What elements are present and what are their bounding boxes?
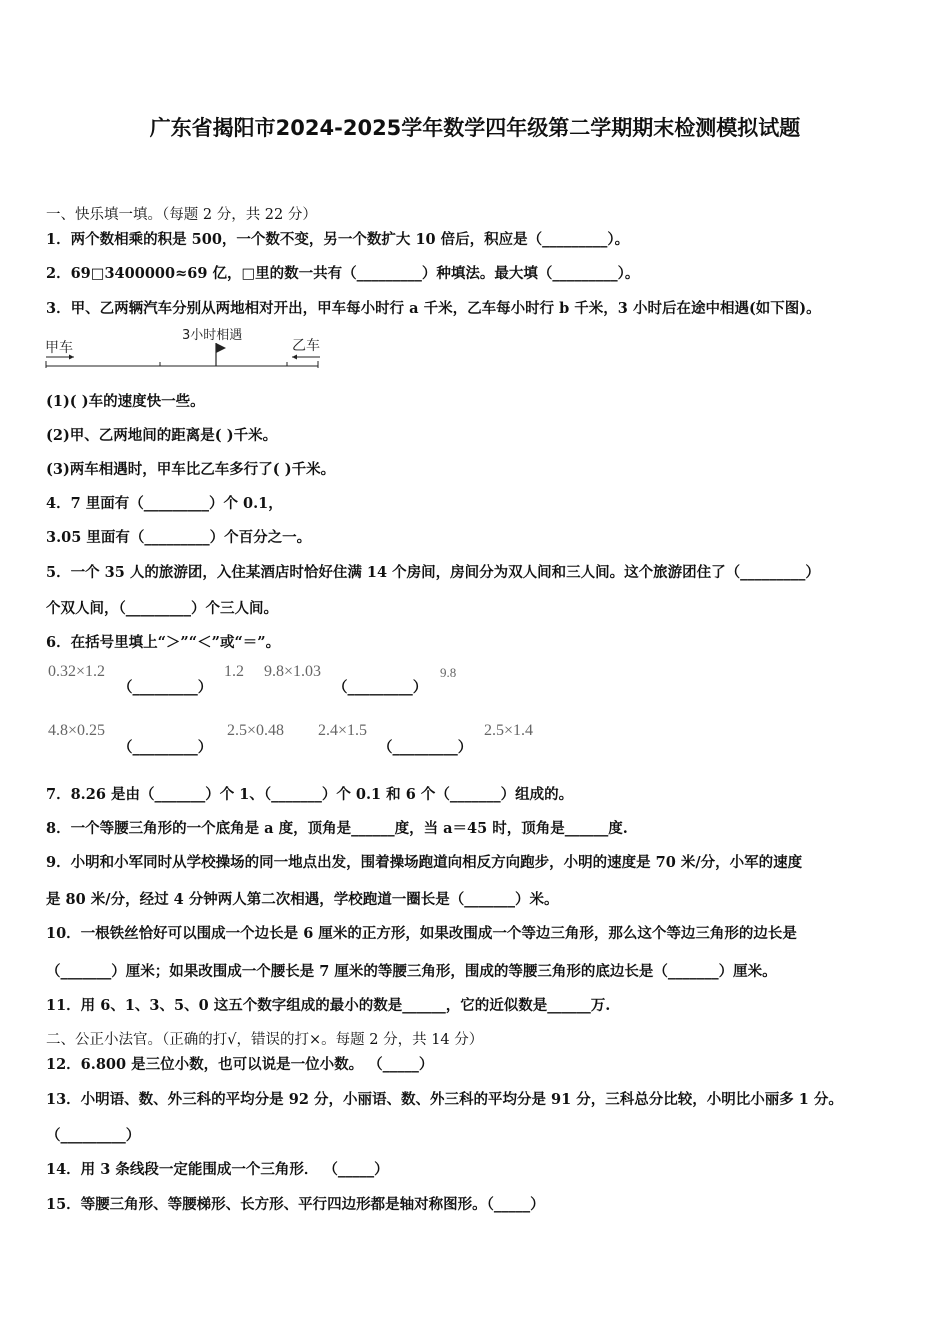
flag-icon: [216, 343, 226, 353]
question-3-3: (3)两车相遇时，甲车比乙车多行了( )千米。: [46, 461, 336, 478]
q6-b-right: 9.8: [440, 665, 457, 680]
question-5a: 5．一个 35 人的旅游团，入住某酒店时恰好住满 14 个房间，房间分为双人间和三人间。这个旅游团住了（_________）: [46, 564, 820, 581]
q6-a-right: 1.2: [224, 663, 244, 680]
q6-d-blank: （_________）: [378, 739, 473, 756]
question-8: 8．一个等腰三角形的一个底角是 a 度，顶角是______度，当 a＝45 时，顶角是______度.: [46, 820, 628, 837]
page-title: 广东省揭阳市2024-2025学年数学四年级第二学期期末检测模拟试题: [149, 116, 801, 140]
question-15: 15．等腰三角形、等腰梯形、长方形、平行四边形都是轴对称图形。（_____）: [46, 1196, 545, 1213]
question-9a: 9．小明和小军同时从学校操场的同一地点出发，围着操场跑道向相反方向跑步，小明的速度是 70 米/分，小军的速度: [46, 854, 803, 871]
question-14: 14．用 3 条线段一定能围成一个三角形． （_____）: [46, 1161, 389, 1178]
question-13a: 13．小明语、数、外三科的平均分是 92 分，小丽语、数、外三科的平均分是 91 分，三科总分比较，小明比小丽多 1 分。: [46, 1091, 843, 1108]
q6-b-left: 9.8×1.03: [264, 663, 322, 680]
q6-d-left: 2.4×1.5: [318, 722, 368, 739]
question-3: 3．甲、乙两辆汽车分别从两地相对开出，甲车每小时行 a 千米，乙车每小时行 b 千米，3 小时后在途中相遇(如下图)。: [46, 300, 821, 317]
question-7: 7．8.26 是由（_______）个 1、（_______）个 0.1 和 6 个（_______）组成的。: [46, 786, 574, 803]
question-9b: 是 80 米/分，经过 4 分钟两人第二次相遇，学校跑道一圈长是（_______）米。: [46, 891, 559, 908]
right-arrow-head: [292, 355, 297, 360]
question-1: 1．两个数相乘的积是 500，一个数不变，另一个数扩大 10 倍后，积应是（_________）。: [46, 231, 630, 248]
q6-c-left: 4.8×0.25: [48, 722, 106, 739]
q6-d-right: 2.5×1.4: [484, 722, 534, 739]
diagram-left-label: 甲车: [45, 340, 73, 356]
section-1-heading: 一、快乐填一填。（每题 2 分，共 22 分）: [46, 207, 317, 223]
question-3-2: (2)甲、乙两地间的距离是( )千米。: [46, 427, 278, 444]
question-11: 11．用 6、1、3、5、0 这五个数字组成的最小的数是______，它的近似数是______万.: [46, 997, 611, 1014]
question-4b: 3.05 里面有（_________）个百分之一。: [46, 529, 312, 546]
q6-b-blank: （_________）: [333, 679, 428, 696]
q6-c-right: 2.5×0.48: [227, 722, 285, 739]
question-4a: 4．7 里面有（_________）个 0.1，: [46, 495, 283, 512]
q6-a-left: 0.32×1.2: [48, 663, 106, 680]
q6-a-blank: （_________）: [118, 679, 213, 696]
meeting-diagram: [44, 326, 326, 372]
question-10a: 10．一根铁丝恰好可以围成一个边长是 6 厘米的正方形，如果改围成一个等边三角形，那么这个等边三角形的边长是: [46, 925, 797, 942]
section-2-heading: 二、公正小法官。（正确的打√，错误的打×。每题 2 分，共 14 分）: [46, 1032, 484, 1048]
question-12: 12．6.800 是三位小数，也可以说是一位小数。 （_____）: [46, 1056, 434, 1073]
question-2: 2．69□3400000≈69 亿，□里的数一共有（_________）种填法。最大填（_________）。: [46, 265, 640, 282]
q6-c-blank: （_________）: [118, 739, 213, 756]
diagram-meet-label: 3小时相遇: [182, 328, 243, 343]
question-5b: 个双人间，（_________）个三人间。: [46, 600, 278, 617]
question-6: 6．在括号里填上“＞”“＜”或“＝”。: [46, 634, 281, 651]
question-13b: （_________）: [46, 1127, 141, 1144]
diagram-right-label: 乙车: [292, 338, 320, 354]
question-3-1: (1)( )车的速度快一些。: [46, 393, 205, 410]
question-10b: （_______）厘米；如果改围成一个腰长是 7 厘米的等腰三角形，围成的等腰三角形的底边长是（_______）厘米。: [46, 963, 777, 980]
